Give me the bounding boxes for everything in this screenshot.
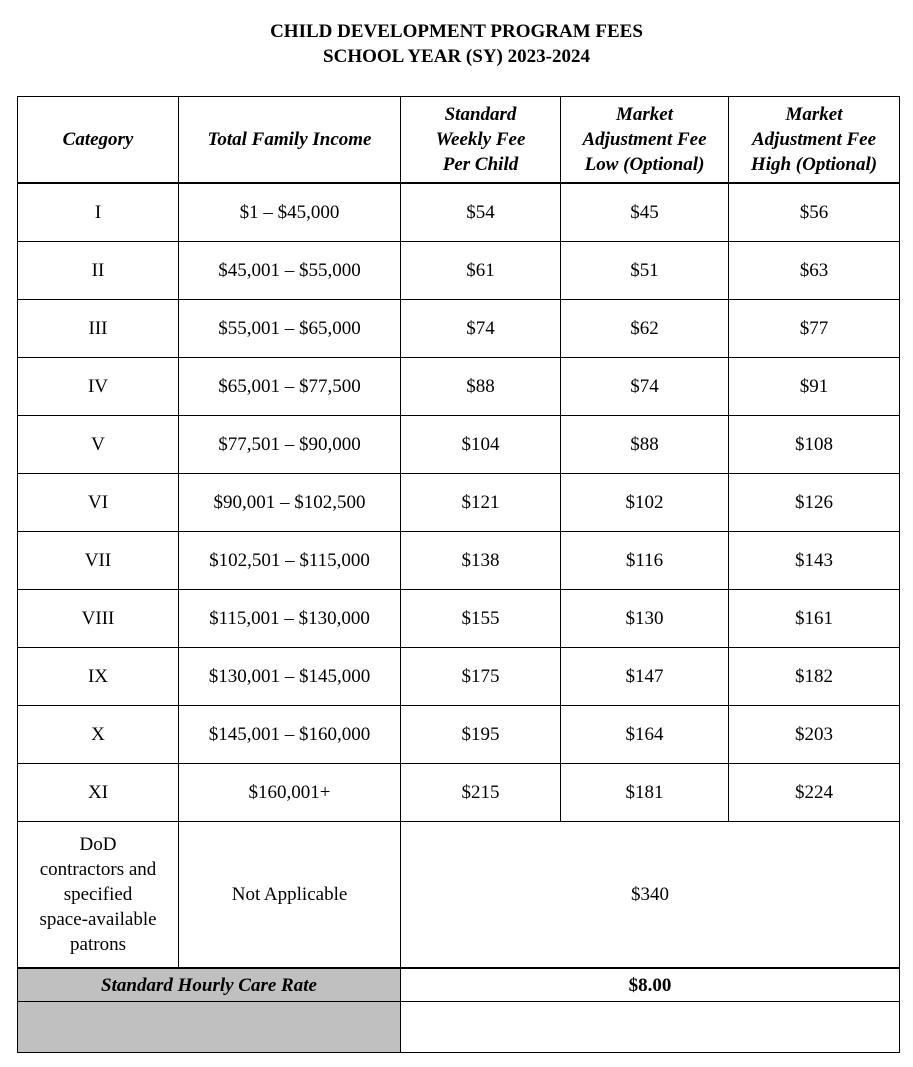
- dod-income-cell: Not Applicable: [179, 822, 401, 969]
- header-standard-fee: [401, 97, 561, 184]
- document-title: CHILD DEVELOPMENT PROGRAM FEES: [270, 21, 643, 42]
- category-cell: I: [18, 183, 179, 242]
- table-row: [18, 300, 900, 358]
- high-fee-cell: $77: [729, 300, 900, 358]
- category-cell: V: [18, 416, 179, 474]
- standard-fee-cell: $88: [401, 358, 561, 416]
- income-cell: $160,001+: [179, 764, 401, 822]
- category-cell: II: [18, 242, 179, 300]
- income-cell: $55,001 – $65,000: [179, 300, 401, 358]
- category-cell: X: [18, 706, 179, 764]
- header-high-fee: [729, 97, 900, 184]
- standard-fee-cell: $104: [401, 416, 561, 474]
- category-cell: IX: [18, 648, 179, 706]
- dod-row: [18, 822, 900, 969]
- header-income: Total Family Income: [179, 97, 401, 184]
- high-fee-cell: $161: [729, 590, 900, 648]
- standard-fee-cell: $54: [401, 183, 561, 242]
- income-cell: $102,501 – $115,000: [179, 532, 401, 590]
- dod-category-line: DoD: [79, 834, 117, 855]
- table-row: [18, 648, 900, 706]
- category-cell: VIII: [18, 590, 179, 648]
- header-low-fee: [561, 97, 729, 184]
- table-row: [18, 706, 900, 764]
- low-fee-cell: $51: [561, 242, 729, 300]
- standard-fee-cell: $74: [401, 300, 561, 358]
- low-fee-cell: $45: [561, 183, 729, 242]
- standard-fee-cell: $155: [401, 590, 561, 648]
- income-cell: $1 – $45,000: [179, 183, 401, 242]
- low-fee-cell: $147: [561, 648, 729, 706]
- dod-category-line: contractors and: [39, 859, 157, 880]
- hourly-rate-row: [18, 968, 900, 1002]
- header-line: High (Optional): [750, 154, 878, 175]
- blank-row: [18, 1002, 900, 1053]
- document-subtitle: SCHOOL YEAR (SY) 2023-2024: [323, 46, 590, 67]
- high-fee-cell: $203: [729, 706, 900, 764]
- standard-fee-cell: $175: [401, 648, 561, 706]
- header-line: Low (Optional): [584, 154, 705, 175]
- table-row: [18, 474, 900, 532]
- header-row: [18, 97, 900, 184]
- standard-fee-cell: $121: [401, 474, 561, 532]
- category-cell: XI: [18, 764, 179, 822]
- low-fee-cell: $62: [561, 300, 729, 358]
- standard-fee-cell: $61: [401, 242, 561, 300]
- income-cell: $45,001 – $55,000: [179, 242, 401, 300]
- low-fee-cell: $102: [561, 474, 729, 532]
- income-cell: $130,001 – $145,000: [179, 648, 401, 706]
- table-row: [18, 183, 900, 242]
- income-cell: $77,501 – $90,000: [179, 416, 401, 474]
- dod-category-line: space-available: [39, 909, 157, 930]
- high-fee-cell: $56: [729, 183, 900, 242]
- category-cell: IV: [18, 358, 179, 416]
- table-row: [18, 416, 900, 474]
- fee-table: [17, 96, 900, 1053]
- income-cell: $145,001 – $160,000: [179, 706, 401, 764]
- header-line: Adjustment Fee: [751, 129, 877, 150]
- high-fee-cell: $143: [729, 532, 900, 590]
- low-fee-cell: $164: [561, 706, 729, 764]
- low-fee-cell: $181: [561, 764, 729, 822]
- table-row: [18, 242, 900, 300]
- header-line: Per Child: [442, 154, 519, 175]
- standard-fee-cell: $195: [401, 706, 561, 764]
- table-row: [18, 590, 900, 648]
- dod-category-line: specified: [63, 884, 133, 905]
- income-cell: $90,001 – $102,500: [179, 474, 401, 532]
- high-fee-cell: $91: [729, 358, 900, 416]
- income-cell: $65,001 – $77,500: [179, 358, 401, 416]
- low-fee-cell: $116: [561, 532, 729, 590]
- category-cell: VI: [18, 474, 179, 532]
- table-row: [18, 358, 900, 416]
- high-fee-cell: $108: [729, 416, 900, 474]
- low-fee-cell: $74: [561, 358, 729, 416]
- income-cell: $115,001 – $130,000: [179, 590, 401, 648]
- table-row: [18, 764, 900, 822]
- header-line: Market: [785, 104, 843, 125]
- low-fee-cell: $88: [561, 416, 729, 474]
- dod-category-line: patrons: [70, 934, 126, 955]
- header-line: Market: [616, 104, 673, 125]
- header-line: Weekly Fee: [435, 129, 526, 150]
- high-fee-cell: $63: [729, 242, 900, 300]
- high-fee-cell: $182: [729, 648, 900, 706]
- low-fee-cell: $130: [561, 590, 729, 648]
- standard-fee-cell: $138: [401, 532, 561, 590]
- table-row: [18, 532, 900, 590]
- category-cell: III: [18, 300, 179, 358]
- high-fee-cell: $224: [729, 764, 900, 822]
- standard-fee-cell: $215: [401, 764, 561, 822]
- header-category: Category: [18, 97, 179, 184]
- blank-cell: [401, 1002, 900, 1053]
- header-line: Adjustment Fee: [582, 129, 707, 150]
- high-fee-cell: $126: [729, 474, 900, 532]
- dod-fee-cell: $340: [401, 822, 900, 969]
- blank-shaded-cell: [18, 1002, 401, 1053]
- hourly-rate-value: $8.00: [401, 968, 900, 1002]
- hourly-rate-label: Standard Hourly Care Rate: [18, 968, 401, 1002]
- header-line: Standard: [444, 104, 517, 125]
- category-cell: VII: [18, 532, 179, 590]
- dod-category-cell: [18, 822, 179, 969]
